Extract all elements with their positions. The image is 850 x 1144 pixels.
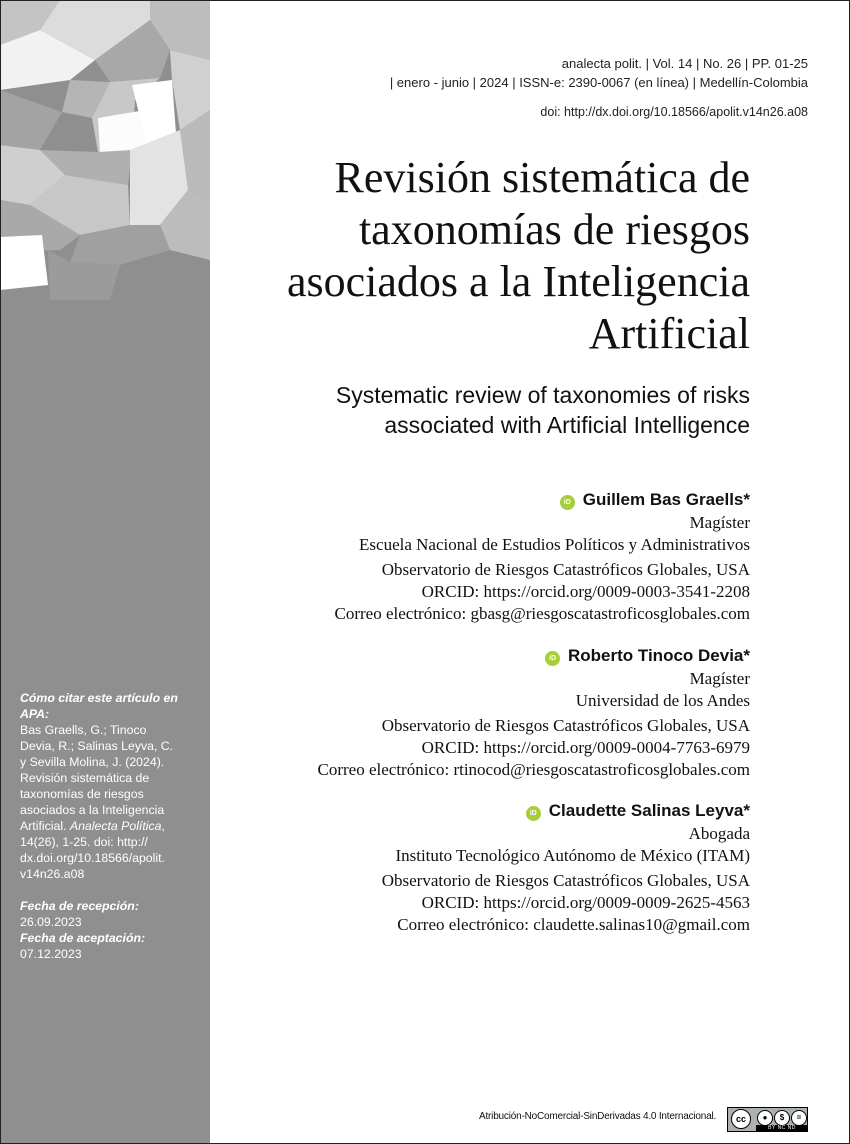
author-institution: Universidad de los Andes [575,691,750,710]
article-title [190,152,750,360]
author-name: Guillem Bas Graells* [582,490,750,509]
author-block [190,488,750,625]
author-name: Claudette Salinas Leyva* [548,801,750,820]
author-degree: Magíster [689,669,750,688]
noderivatives-icon: = [791,1110,807,1126]
subtitle-line: associated with Artificial Intelligence [384,412,750,438]
author-orcid[interactable]: ORCID: https://orcid.org/0009-0004-7763-6979 [421,738,750,757]
cite-line: Devia, R.; Salinas Leyva, C. [20,739,174,753]
received-label: Fecha de recepción: [20,899,139,913]
accepted-date: 07.12.2023 [20,947,82,961]
title-line: taxonomías de riesgos [358,205,750,254]
author-email[interactable]: Correo electrónico: gbasg@riesgoscatastroficosglobales.com [334,604,750,623]
license-text[interactable]: Atribución-NoComercial-SinDerivadas 4.0 Internacional. [479,1111,717,1122]
author-email[interactable]: Correo electrónico: claudette.salinas10@gmail.com [397,915,750,934]
author-degree: Magíster [689,513,750,532]
attribution-icon: ● [757,1110,773,1126]
cite-line: Artificial. [20,819,70,833]
article-subtitle [190,380,750,440]
cite-journal: Analecta Política [69,819,162,833]
cc-badge-strip: BY NC ND [756,1125,808,1132]
author-affiliation: Observatorio de Riesgos Catastróficos Globales, USA [381,716,750,735]
doi-link[interactable]: doi: http://dx.doi.org/10.18566/apolit.v14n26.a08 [540,105,808,119]
cite-line: 14(26), 1-25. doi: http:// [20,835,148,849]
cite-text [20,722,198,882]
cite-line: asociados a la Inteligencia [20,803,165,817]
author-institution: Instituto Tecnológico Autónomo de México (ITAM) [395,846,750,865]
accepted-label: Fecha de aceptación: [20,931,146,945]
journal-info-line: analecta polit. | Vol. 14 | No. 26 | PP. 01-25 [561,56,808,71]
title-line: asociados a la Inteligencia [286,257,750,306]
journal-header [390,54,808,92]
subtitle-line: Systematic review of taxonomies of risks [335,382,750,408]
author-name-line [190,799,750,823]
title-line: Artificial [588,309,750,358]
author-institution: Escuela Nacional de Estudios Políticos y Administrativos [359,535,750,554]
author-block [190,644,750,781]
cite-line: taxonomías de riesgos [20,787,144,801]
author-orcid[interactable]: ORCID: https://orcid.org/0009-0003-3541-2208 [421,582,750,601]
journal-info-line: | enero - junio | 2024 | ISSN-e: 2390-0067 (en línea) | Medellín-Colombia [389,75,808,90]
author-affiliation: Observatorio de Riesgos Catastróficos Globales, USA [381,560,750,579]
cite-line: y Sevilla Molina, J. (2024). [20,755,165,769]
sidebar [0,0,210,1144]
title-line: Revisión sistemática de [334,153,750,202]
author-email[interactable]: Correo electrónico: rtinocod@riesgoscatastroficosglobales.com [317,760,750,779]
author-degree: Abogada [688,824,750,843]
cite-line: Revisión sistemática de [20,771,150,785]
orcid-icon[interactable]: iD [545,651,560,666]
author-block [190,799,750,936]
noncommercial-icon: $ [774,1110,790,1126]
cc-icon: cc [731,1109,751,1129]
author-affiliation: Observatorio de Riesgos Catastróficos Globales, USA [381,871,750,890]
orcid-icon[interactable]: iD [526,806,541,821]
citation-block [20,690,198,962]
cite-line: , [161,819,165,833]
cite-label: Cómo citar este artículo en APA: [20,691,178,721]
cite-line: Bas Graells, G.; Tinoco [20,723,147,737]
cover-graphic [0,0,210,320]
author-name-line [190,644,750,668]
received-date: 26.09.2023 [20,915,82,929]
author-name-line [190,488,750,512]
orcid-icon[interactable]: iD [560,495,575,510]
author-orcid[interactable]: ORCID: https://orcid.org/0009-0009-2625-4563 [421,893,750,912]
author-name: Roberto Tinoco Devia* [568,646,750,665]
cite-line: v14n26.a08 [20,867,85,881]
cc-license-badge[interactable] [727,1107,808,1132]
cite-line: dx.doi.org/10.18566/apolit. [20,851,165,865]
